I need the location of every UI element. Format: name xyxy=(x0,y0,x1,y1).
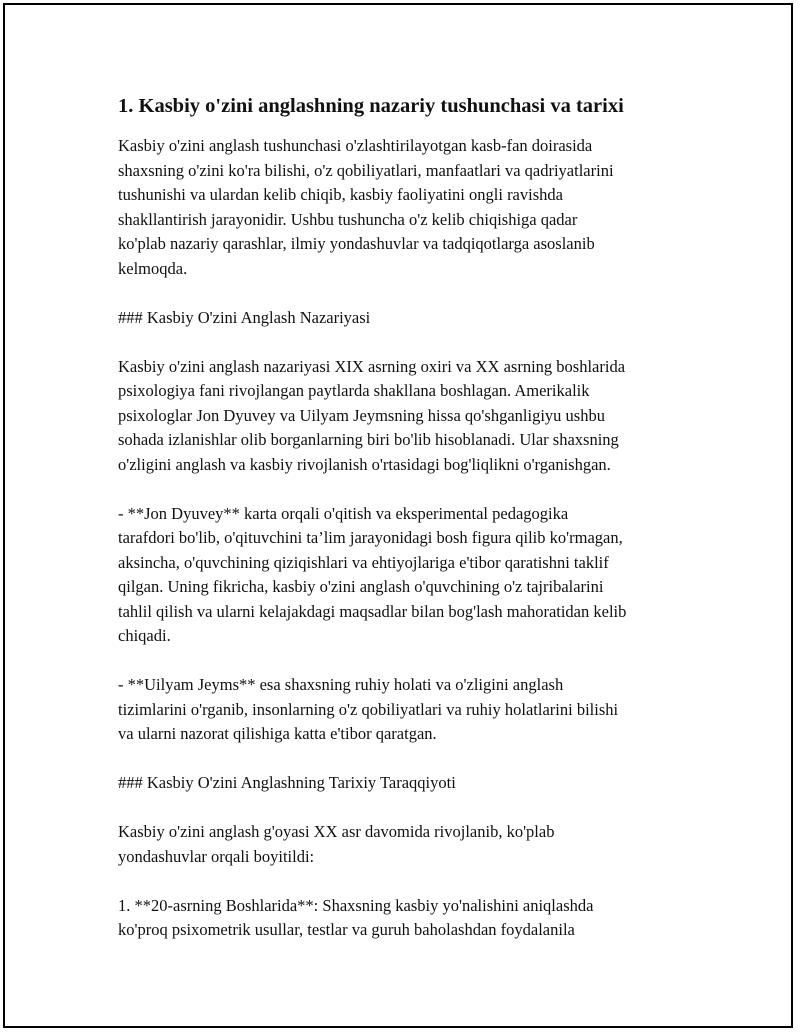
list-item-20th-century xyxy=(118,894,703,943)
blank-line xyxy=(118,281,703,306)
text-line: psixologiya fani rivojlangan paytlarda shakllana boshlagan. Amerikalik xyxy=(118,381,590,400)
document-title: 1. Kasbiy o'zini anglashning nazariy tushunchasi va tarixi xyxy=(118,95,624,117)
text-line: ko'proq psixometrik usullar, testlar va guruh baholashdan foydalanila xyxy=(118,920,575,939)
text-line: tushunishi va ulardan kelib chiqib, kasbiy faoliyatini ongli ravishda xyxy=(118,185,563,204)
text-line: chiqadi. xyxy=(118,626,171,645)
section-heading-history: ### Kasbiy O'zini Anglashning Tarixiy Taraqqiyoti xyxy=(118,773,456,792)
paragraph-theory xyxy=(118,355,703,478)
section-heading-theory: ### Kasbiy O'zini Anglash Nazariyasi xyxy=(118,307,371,327)
text-line: - **Jon Dyuvey** karta orqali o'qitish va eksperimental pedagogika xyxy=(118,503,569,523)
blank-line xyxy=(118,747,703,772)
text-line: aksincha, o'quvchining qiziqishlari va ehtiyojlariga e'tibor qaratishni taklif xyxy=(118,552,609,572)
paragraph-history xyxy=(118,820,703,869)
text-line: sohada izlanishlar olib borganlarning biri bo'lib hisoblanadi. Ular shaxsning xyxy=(118,430,619,449)
text-line: Kasbiy o'zini anglash tushunchasi o'zlashtirilayotgan kasb-fan doirasida xyxy=(118,136,593,155)
text-line: tizimlarini o'rganib, insonlarning o'z qobiliyatlari va ruhiy holatlarini bilishi xyxy=(118,699,619,719)
text-line: shaxsning o'zini ko'ra bilishi, o'z qobiliyatlari, manfaatlari va qadriyatlarini xyxy=(118,160,614,180)
text-line: psixologlar Jon Dyuvey va Uilyam Jeymsning hissa qo'shganligiyu ushbu xyxy=(118,405,605,425)
text-line: Kasbiy o'zini anglash nazariyasi XIX asrning oxiri va XX asrning boshlarida xyxy=(118,356,626,376)
text-line: Kasbiy o'zini anglash g'oyasi XX asr davomida rivojlanib, ko'plab xyxy=(118,822,555,841)
text-line: tarafdori bo'lib, o'qituvchini ta’lim jarayonidagi bosh figura qilib ko'rmagan, xyxy=(118,528,623,547)
text-line: yondashuvlar orqali boyitildi: xyxy=(118,846,315,866)
text-line: qilgan. Uning fikricha, kasbiy o'zini anglash o'quvchining o'z tajribalarini xyxy=(118,577,604,596)
text-line: 1. **20-asrning Boshlarida**: Shaxsning kasbiy yo'nalishini aniqlashda xyxy=(118,895,594,915)
bullet-jon-dyuvey xyxy=(118,502,703,649)
blank-line xyxy=(118,477,703,502)
blank-line xyxy=(118,649,703,674)
blank-line xyxy=(118,796,703,821)
text-line: kelmoqda. xyxy=(118,258,188,278)
text-line: - **Uilyam Jeyms** esa shaxsning ruhiy holati va o'zligini anglash xyxy=(118,675,564,694)
blank-line xyxy=(118,330,703,355)
blank-line xyxy=(118,869,703,894)
paragraph-intro xyxy=(118,134,703,281)
bullet-uilyam-jeyms xyxy=(118,673,703,747)
text-line: shakllantirish jarayonidir. Ushbu tushuncha o'z kelib chiqishiga qadar xyxy=(118,209,578,229)
text-line: tahlil qilish va ularni kelajakdagi maqsadlar bilan bog'lash mahoratidan kelib xyxy=(118,601,627,621)
text-line: ko'plab nazariy qarashlar, ilmiy yondashuvlar va tadqiqotlarga asoslanib xyxy=(118,234,595,253)
text-line: o'zligini anglash va kasbiy rivojlanish o'rtasidagi bog'liqlikni o'rganishgan. xyxy=(118,454,611,474)
document-body xyxy=(118,92,703,943)
text-line: va ularni nazorat qilishiga katta e'tibor qaratgan. xyxy=(118,724,437,743)
